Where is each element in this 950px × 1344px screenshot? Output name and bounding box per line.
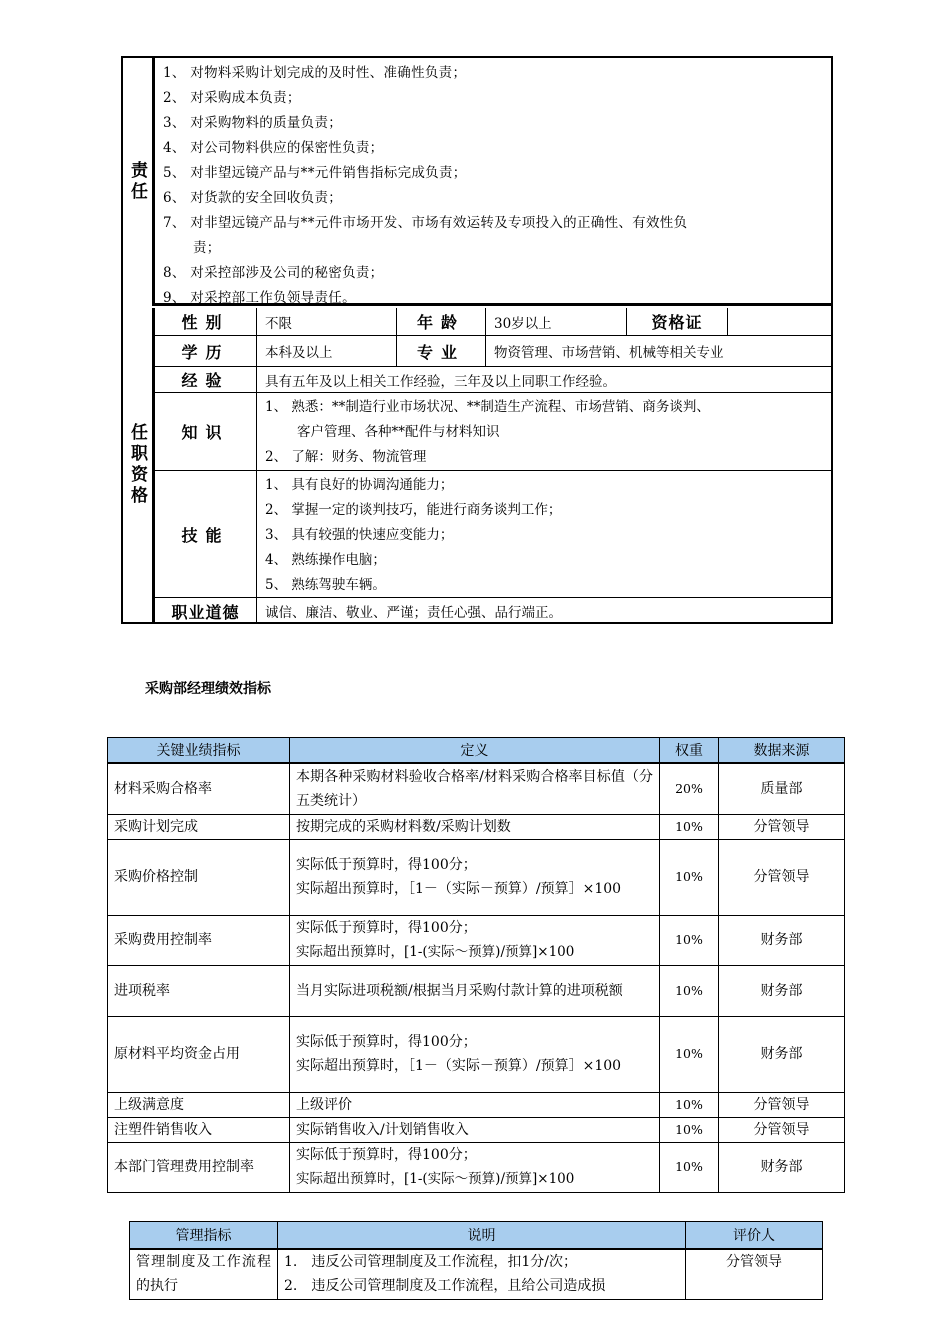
mgmt-description (278, 1249, 686, 1299)
mgmt-name: 管理制度及工作流程的执行 (130, 1249, 278, 1299)
knowledge-list (257, 393, 831, 470)
list-item: 2、 掌握一定的谈判技巧，能进行商务谈判工作； (265, 502, 562, 518)
table-row (108, 1016, 845, 1092)
kpi-weight: 10% (660, 1142, 719, 1192)
kpi-definition: 按期完成的采购材料数/采购计划数 (290, 814, 660, 839)
list-item: 2、 了解：财务、物流管理 (265, 449, 427, 465)
experience-label: 经验 (155, 367, 257, 392)
table-row (108, 965, 845, 1016)
list-item: 4、 熟练操作电脑； (265, 552, 386, 568)
experience-value: 具有五年及以上相关工作经验，三年及以上同职工作经验。 (265, 373, 616, 390)
kpi-weight: 10% (660, 1016, 719, 1092)
list-item: 1. 违反公司管理制度及工作流程，扣1分/次； (284, 1254, 577, 1270)
table-row (108, 1117, 845, 1142)
kpi-source: 财务部 (719, 915, 845, 965)
list-item: 5、 对非望远镜产品与**元件销售指标完成负责； (163, 165, 467, 181)
column-header: 权重 (660, 738, 719, 764)
table-row (108, 763, 845, 814)
definition-line: 实际低于预算时，得100分； (296, 1147, 477, 1163)
major-label: 专业 (397, 336, 486, 366)
kpi-section-title: 采购部经理绩效指标 (145, 681, 271, 697)
table-row (155, 308, 831, 336)
definition-line: 实际低于预算时，得100分； (296, 1034, 477, 1050)
list-item: 1、 对物料采购计划完成的及时性、准确性负责； (163, 65, 467, 81)
kpi-definition (290, 915, 660, 965)
kpi-source: 质量部 (719, 763, 845, 814)
column-header: 定义 (290, 738, 660, 764)
kpi-weight: 10% (660, 915, 719, 965)
table-row (155, 336, 831, 367)
definition-line: 实际低于预算时，得100分； (296, 920, 477, 936)
gender-value: 不限 (257, 308, 397, 335)
list-item: 3、 对采购物料的质量负责； (163, 115, 343, 131)
list-item: 4、 对公司物料供应的保密性负责； (163, 140, 384, 156)
table-row (108, 915, 845, 965)
list-item: 1、 熟悉：**制造行业市场状况、**制造生产流程、市场营销、商务谈判、 (265, 399, 710, 415)
kpi-name: 采购计划完成 (108, 814, 290, 839)
table-row (108, 814, 845, 839)
table-header-row (108, 738, 845, 764)
cert-value (728, 308, 831, 335)
column-header: 评价人 (686, 1222, 823, 1250)
kpi-source: 财务部 (719, 1016, 845, 1092)
skill-label: 技能 (155, 471, 257, 597)
kpi-definition: 本期各种采购材料验收合格率/材料采购合格率目标值（分五类统计） (290, 763, 660, 814)
kpi-name: 原材料平均资金占用 (108, 1016, 290, 1092)
table-row (108, 1142, 845, 1192)
kpi-name: 注塑件销售收入 (108, 1117, 290, 1142)
kpi-name: 采购费用控制率 (108, 915, 290, 965)
qualification-side-label: 任职资格 (123, 308, 155, 622)
table-row (108, 839, 845, 915)
job-description-table (121, 56, 833, 624)
table-row (155, 471, 831, 598)
kpi-name: 进项税率 (108, 965, 290, 1016)
major-value: 物资管理、市场营销、机械等相关专业 (494, 345, 724, 361)
kpi-definition: 实际销售收入/计划销售收入 (290, 1117, 660, 1142)
kpi-name: 材料采购合格率 (108, 763, 290, 814)
kpi-source: 分管领导 (719, 1117, 845, 1142)
qualification-section (155, 308, 831, 622)
kpi-source: 分管领导 (719, 1092, 845, 1117)
kpi-definition: 上级评价 (290, 1092, 660, 1117)
list-item: 1、 具有良好的协调沟通能力； (265, 477, 454, 493)
list-item: 2、 对采购成本负责； (163, 90, 301, 106)
age-value: 30岁以上 (486, 308, 627, 335)
kpi-weight: 10% (660, 814, 719, 839)
list-item: 责； (193, 240, 221, 256)
kpi-definition: 当月实际进项税额/根据当月采购付款计算的进项税额 (290, 965, 660, 1016)
column-header: 数据来源 (719, 738, 845, 764)
kpi-source: 财务部 (719, 965, 845, 1016)
table-row (155, 367, 831, 393)
kpi-definition (290, 839, 660, 915)
kpi-source: 分管领导 (719, 839, 845, 915)
column-header: 说明 (278, 1222, 686, 1250)
table-header-row (130, 1222, 823, 1250)
list-item: 5、 熟练驾驶车辆。 (265, 577, 386, 593)
table-row (130, 1249, 823, 1299)
definition-line: 实际超出预算时，［1－（实际－预算）/预算］×100 (296, 1058, 622, 1074)
education-label: 学历 (155, 336, 257, 366)
kpi-name: 采购价格控制 (108, 839, 290, 915)
table-row (108, 1092, 845, 1117)
definition-line: 实际低于预算时，得100分； (296, 857, 477, 873)
responsibility-list (155, 58, 831, 306)
ethics-label: 职业道德 (155, 598, 257, 624)
table-row (155, 393, 831, 471)
kpi-weight: 10% (660, 1117, 719, 1142)
education-value: 本科及以上 (257, 336, 397, 366)
kpi-definition (290, 1142, 660, 1192)
age-label: 年龄 (397, 308, 486, 335)
kpi-name: 上级满意度 (108, 1092, 290, 1117)
column-header: 关键业绩指标 (108, 738, 290, 764)
list-item: 2. 违反公司管理制度及工作流程，且给公司造成损 (284, 1278, 606, 1294)
kpi-definition (290, 1016, 660, 1092)
mgmt-rater: 分管领导 (686, 1249, 823, 1299)
table-row (155, 598, 831, 624)
list-item: 3、 具有较强的快速应变能力； (265, 527, 454, 543)
ethics-value: 诚信、廉洁、敬业、严谨；责任心强、品行端正。 (265, 605, 562, 621)
knowledge-label: 知识 (155, 393, 257, 470)
kpi-weight: 10% (660, 965, 719, 1016)
responsibility-side-label: 责任 (123, 58, 155, 306)
list-item: 7、 对非望远镜产品与**元件市场开发、市场有效运转及专项投入的正确性、有效性负 (163, 215, 688, 231)
management-table (129, 1221, 823, 1300)
kpi-weight: 10% (660, 839, 719, 915)
kpi-source: 分管领导 (719, 814, 845, 839)
gender-label: 性别 (155, 308, 257, 335)
definition-line: 实际超出预算时，[1-(实际～预算)/预算]×100 (296, 1171, 575, 1187)
kpi-weight: 20% (660, 763, 719, 814)
kpi-name: 本部门管理费用控制率 (108, 1142, 290, 1192)
definition-line: 实际超出预算时，［1－（实际－预算）/预算］×100 (296, 881, 622, 897)
column-header: 管理指标 (130, 1222, 278, 1250)
kpi-source: 财务部 (719, 1142, 845, 1192)
kpi-table (107, 737, 845, 1193)
kpi-weight: 10% (660, 1092, 719, 1117)
definition-line: 实际超出预算时，[1-(实际～预算)/预算]×100 (296, 944, 575, 960)
list-item: 6、 对货款的安全回收负责； (163, 190, 343, 206)
list-item: 客户管理、各种**配件与材料知识 (297, 424, 500, 440)
skill-list (257, 471, 831, 597)
list-item: 9、 对采控部工作负领导责任。 (163, 290, 356, 306)
list-item: 8、 对采控部涉及公司的秘密负责； (163, 265, 384, 281)
cert-label: 资格证 (627, 308, 728, 335)
